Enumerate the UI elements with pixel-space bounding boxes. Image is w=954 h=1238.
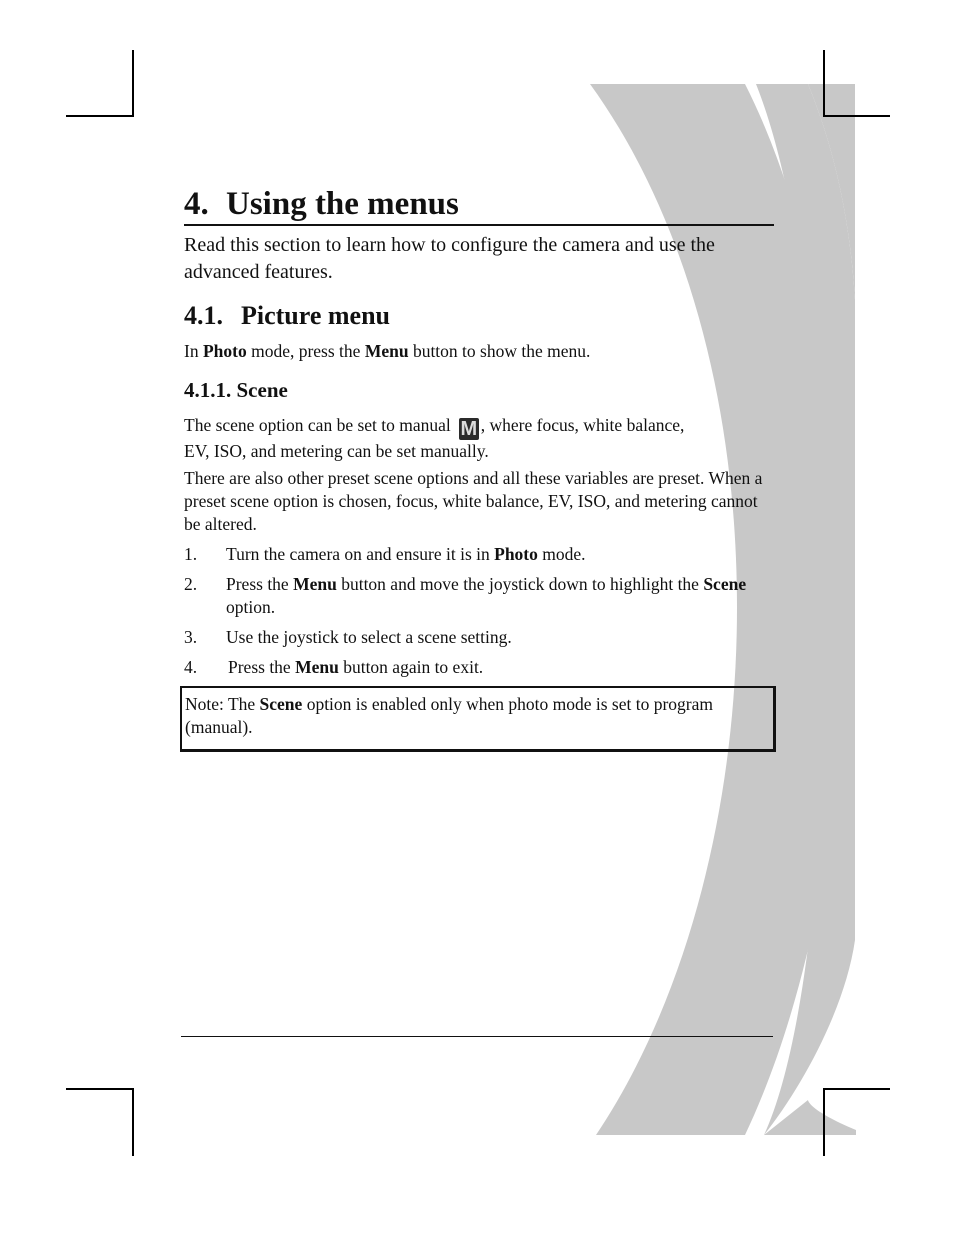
manual-mode-icon: M — [460, 418, 478, 440]
crop-mark — [823, 50, 825, 117]
bold-run: Scene — [259, 694, 303, 714]
chapter-number: 4. — [184, 186, 209, 222]
list-text — [226, 573, 774, 619]
chapter-title: Using the menus — [226, 186, 459, 222]
text-run: Press the — [228, 657, 296, 677]
section-heading — [184, 300, 390, 332]
text-run: EV, ISO, and metering can be set manually. — [184, 441, 489, 461]
bold-run: Menu — [293, 574, 337, 594]
note-box — [180, 686, 776, 752]
section-number: 4.1. — [184, 301, 223, 330]
list-number: 3. — [184, 627, 198, 647]
text-run: option. — [226, 597, 276, 617]
text-run: , where focus, white balance, — [480, 415, 685, 435]
text-run: In — [184, 341, 203, 361]
subsection-number: 4.1.1. — [184, 378, 232, 402]
chapter-intro: Read this section to learn how to configure the camera and use the advanced features. — [184, 234, 715, 283]
section-intro — [184, 340, 774, 363]
list-text — [226, 626, 774, 649]
bold-run: Menu — [295, 657, 339, 677]
list-number: 1. — [184, 544, 198, 564]
crop-mark — [823, 1088, 890, 1090]
section-title: Picture menu — [241, 301, 390, 330]
text-run: Press the — [226, 574, 294, 594]
subsection-title: Scene — [236, 378, 288, 402]
scene-paragraph-2: There are also other preset scene options and all these variables are preset. When a preset scene option is chosen, focus, white balance, EV, ISO, and metering cannot be altered. — [184, 468, 763, 534]
bold-run: Menu — [364, 341, 409, 361]
bold-run: Photo — [202, 341, 247, 361]
text-run: mode, press the — [246, 341, 365, 361]
list-text — [228, 656, 776, 679]
crop-mark — [66, 1088, 133, 1090]
crop-mark — [823, 1088, 825, 1156]
text-run: Use the joystick to select a scene setting. — [226, 627, 512, 647]
text-run: Note: The — [185, 694, 260, 714]
list-number: 2. — [184, 574, 198, 594]
text-run: button to show the menu. — [408, 341, 591, 361]
text-run: The scene option can be set to manual — [184, 415, 451, 435]
bold-run: Photo — [494, 544, 538, 564]
crop-mark — [66, 115, 133, 117]
list-number: 4. — [184, 657, 198, 677]
text-run: option is enabled only when photo mode is set to program (manual). — [185, 694, 714, 737]
scene-paragraph-1 — [184, 414, 774, 463]
text-run: button and move the joystick down to highlight the — [336, 574, 704, 594]
chapter-heading — [184, 184, 774, 226]
bold-run: Scene — [703, 574, 747, 594]
text-run: Turn the camera on and ensure it is in — [226, 544, 495, 564]
crop-mark — [823, 115, 890, 117]
list-text — [226, 543, 774, 566]
text-run: mode. — [537, 544, 586, 564]
text-run: button again to exit. — [338, 657, 484, 677]
subsection-heading — [184, 377, 288, 403]
footer-rule — [181, 1036, 773, 1037]
crop-mark — [132, 50, 134, 117]
crop-mark — [132, 1088, 134, 1156]
